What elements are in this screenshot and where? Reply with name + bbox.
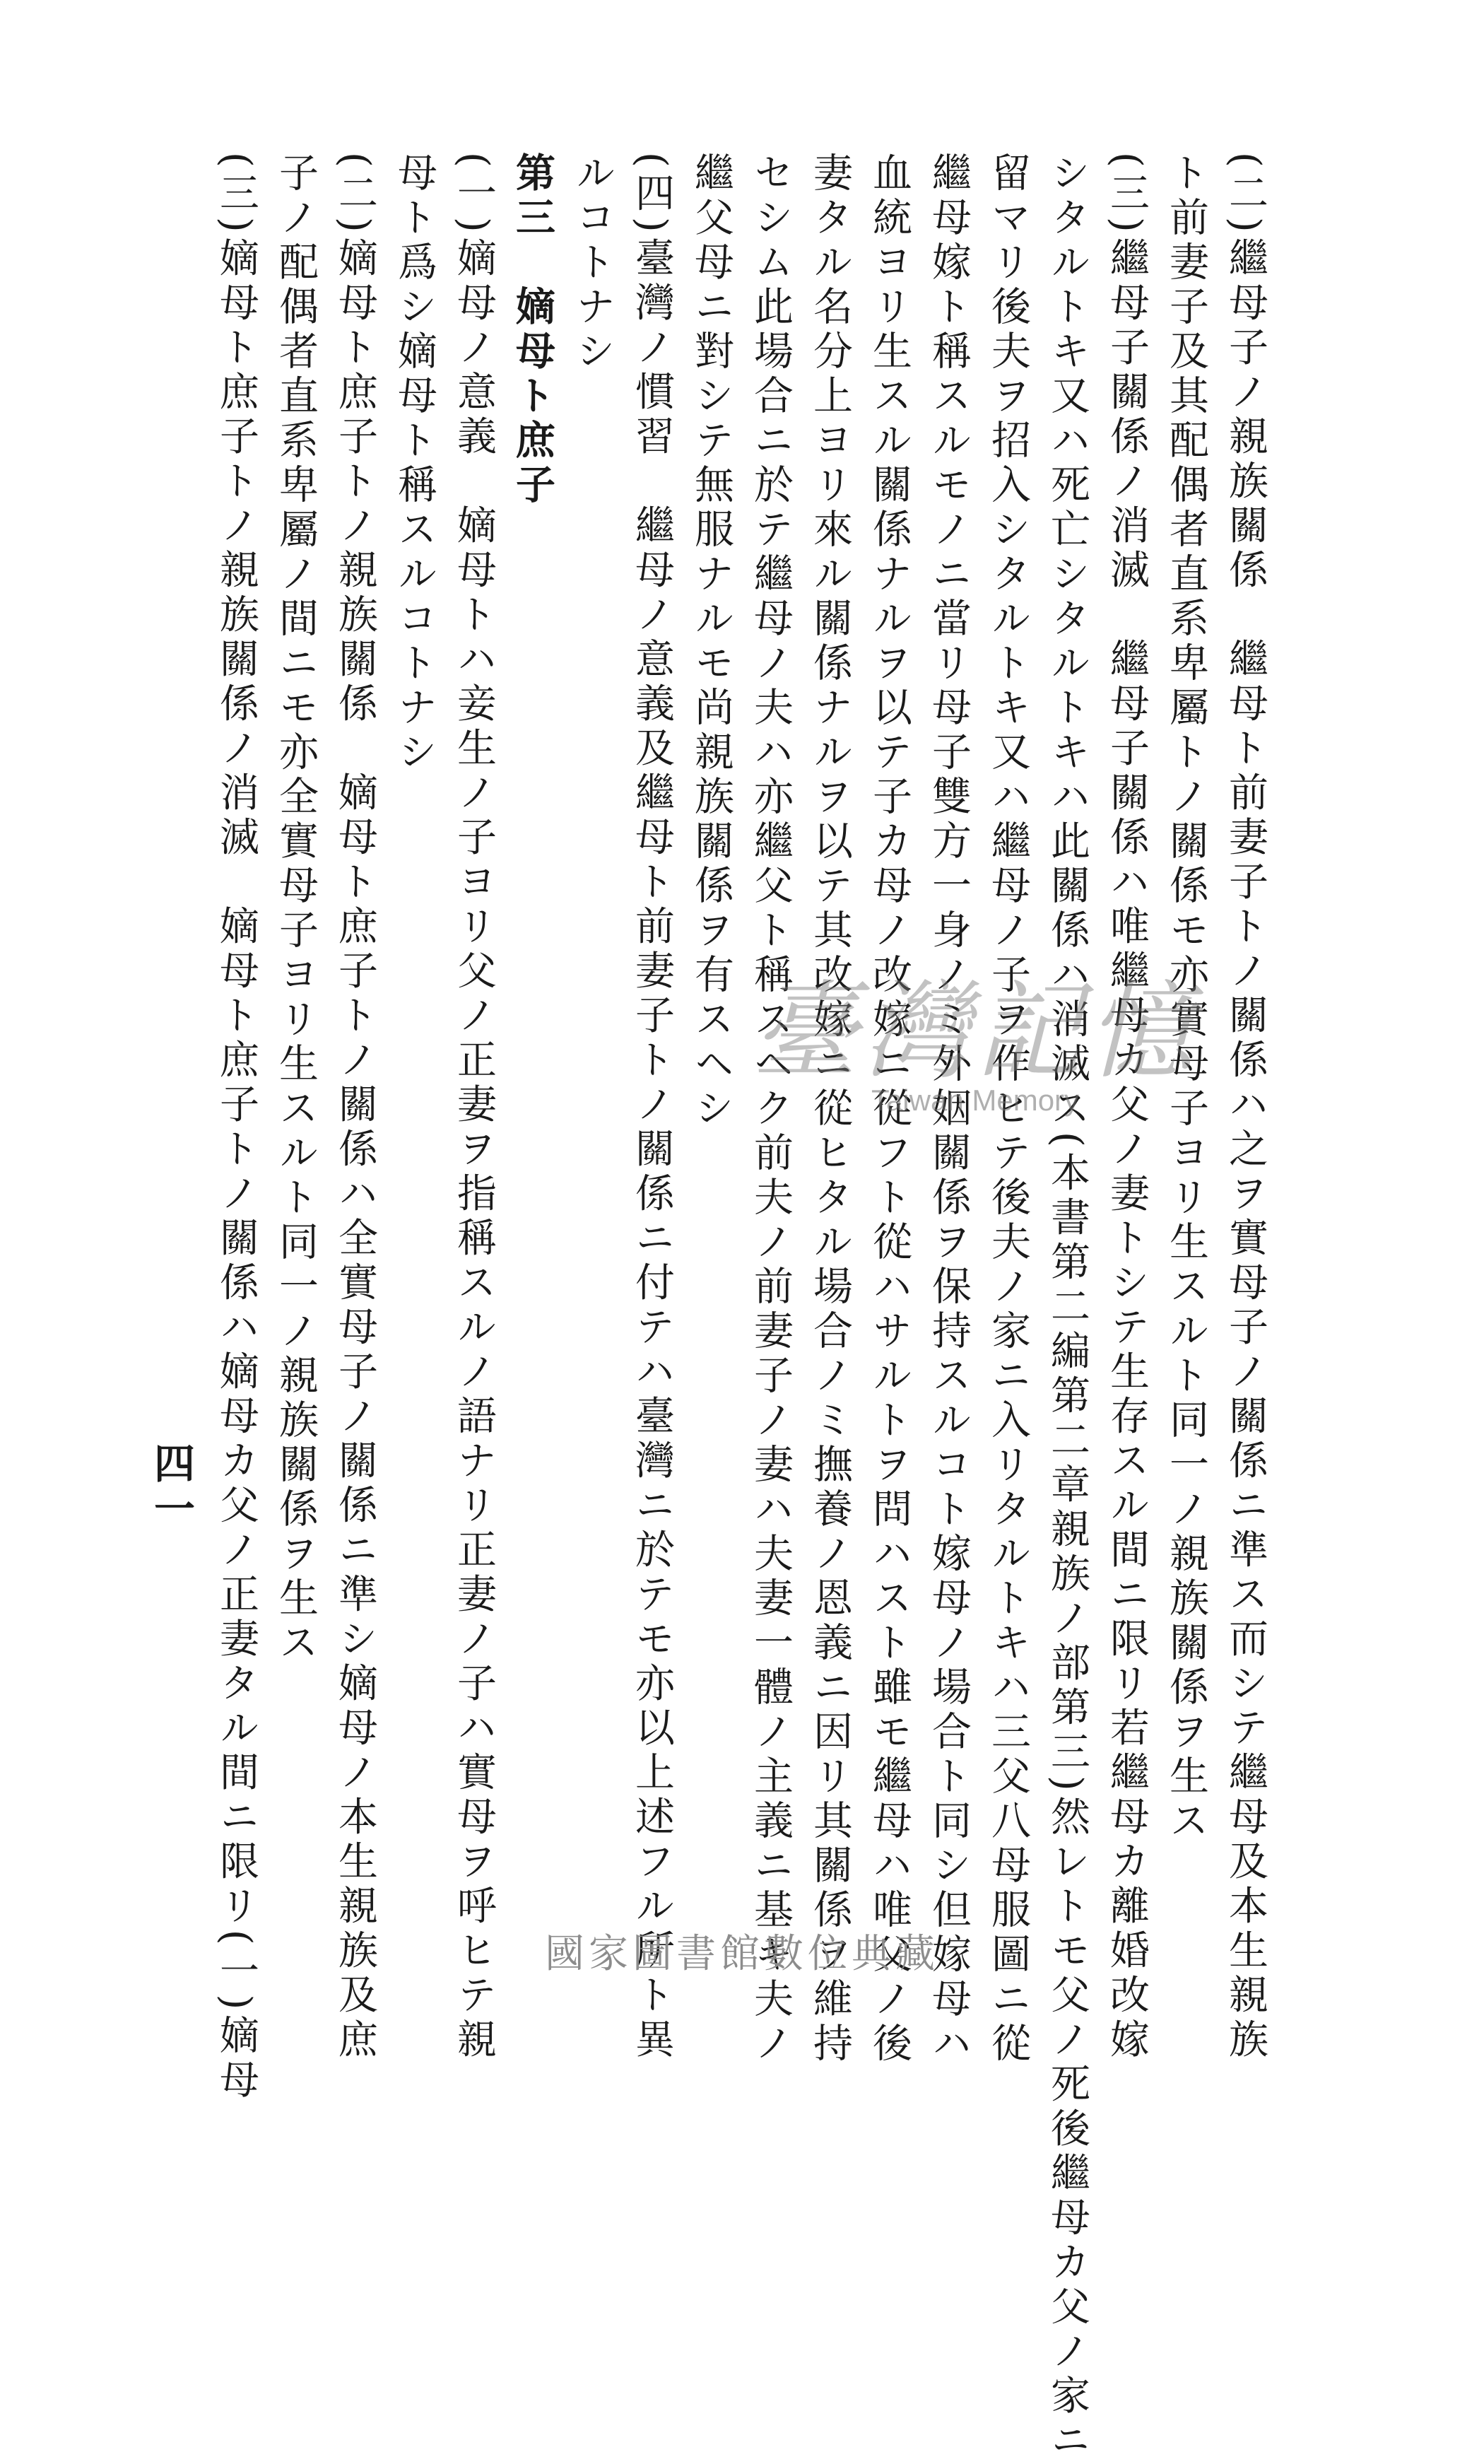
- watermark-text: 臺灣記憶: [751, 970, 1199, 1093]
- text-column: シタルトキ又ハ死亡シタルトキハ此關係ハ消滅ス(本書第二編第二章親族ノ部第三)然レトモ父ノ死後繼母カ父ノ家ニ: [1044, 152, 1090, 2464]
- text-column: (一)嫡母ノ意義 嫡母トハ妾生ノ子ヨリ父ノ正妻ヲ指稱スルノ語ナリ正妻ノ子ハ實母ヲ呼ヒテ親: [451, 152, 497, 2063]
- text-column: 血統ヨリ生スル關係ナルヲ以テ子カ母ノ改嫁ニ從フト從ハサルトヲ問ハスト雖モ繼母ハ唯父ノ後: [866, 152, 912, 2067]
- text-column: 子ノ配偶者直系卑屬ノ間ニモ亦全實母子ヨリ生スルト同一ノ親族關係ヲ生ス: [273, 152, 319, 1666]
- text-column: (四)臺灣ノ慣習 繼母ノ意義及繼母ト前妻子トノ關係ニ付テハ臺灣ニ於テモ亦以上述フル所ト異: [629, 152, 675, 2063]
- watermark-logo: [735, 970, 1215, 1131]
- section-heading: 第三 嫡母ト庶子: [510, 152, 556, 508]
- text-column: 妻タル名分上ヨリ來ル關係ナルヲ以テ其改嫁ニ從ヒタル場合ノミ撫養ノ恩義ニ因リ其關係ヲ維持: [807, 152, 853, 2067]
- text-column: (三)繼母子關係ノ消滅 繼母子關係ハ唯繼母カ父ノ妻トシテ生存スル間ニ限リ若繼母カ離婚改嫁: [1104, 152, 1150, 2063]
- text-column: 繼母嫁ト稱スルモノニ當リ母子雙方一身ノミ外姻關係ヲ保持スルコト嫁母ノ場合ト同シ但嫁母ハ: [926, 152, 972, 2067]
- text-column: ト前妻子及其配偶者直系卑屬トノ關係モ亦實母子ヨリ生スルト同一ノ親族關係ヲ生ス: [1163, 152, 1209, 1844]
- text-column: (二)嫡母ト庶子トノ親族關係 嫡母ト庶子トノ關係ハ全實母子ノ關係ニ準シ嫡母ノ本生親族及庶: [332, 152, 378, 2063]
- text-column: 繼父母ニ對シテ無服ナルモ尚親族關係ヲ有スヘシ: [688, 152, 734, 1132]
- text-column: 母ト爲シ嫡母ト稱スルコトナシ: [391, 152, 437, 775]
- watermark-subtitle: Taiwan Memory: [871, 1084, 1080, 1117]
- text-column: ルコトナシ: [570, 152, 616, 375]
- text-column: (二)繼母子ノ親族關係 繼母ト前妻子トノ關係ハ之ヲ實母子ノ關係ニ準ス而シテ繼母及本生親族: [1223, 152, 1268, 2063]
- text-column: セシム此場合ニ於テ繼母ノ夫ハ亦繼父ト稱スヘク前夫ノ前妻子ノ妻ハ夫妻一體ノ主義ニ基キ夫ノ: [748, 152, 794, 2067]
- page-number: 四一: [147, 1442, 195, 1532]
- text-column: 留マリ後夫ヲ招入シタルトキ又ハ繼母ノ子ヲ作ヒテ後夫ノ家ニ入リタルトキハ三父八母服圖ニ從: [985, 152, 1031, 2067]
- footer-credit: 國家圖書館數位典藏: [545, 1931, 939, 1977]
- text-column: (三)嫡母ト庶子トノ親族關係ノ消滅 嫡母ト庶子トノ關係ハ嫡母カ父ノ正妻タル間ニ限リ(一)嫡母: [213, 152, 259, 2104]
